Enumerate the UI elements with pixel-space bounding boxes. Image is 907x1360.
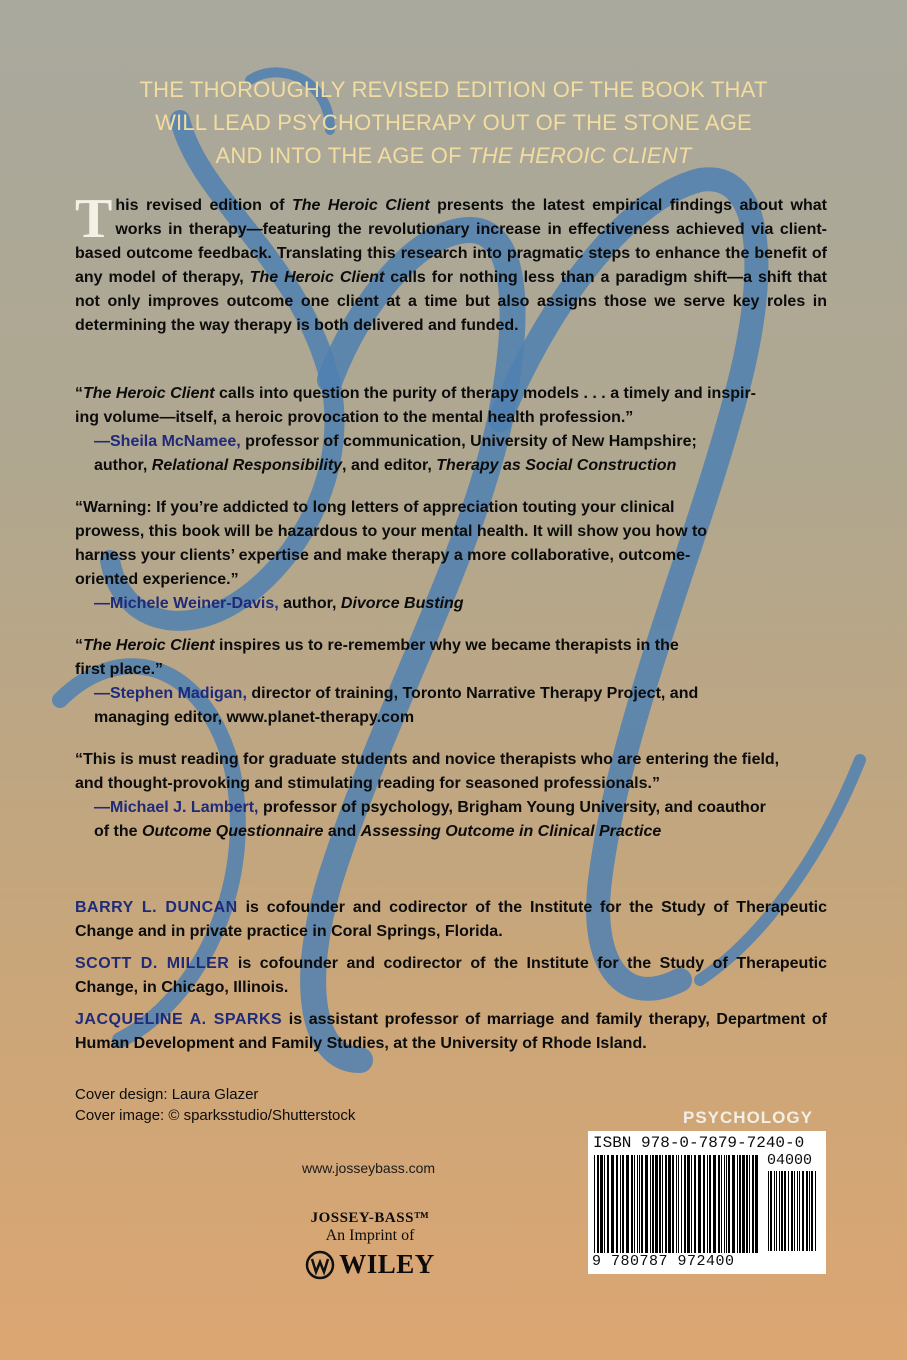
barcode-bar	[684, 1155, 686, 1253]
cover-credits	[75, 1084, 355, 1126]
barcode-bar	[698, 1155, 701, 1253]
headline-book-title: THE HEROIC CLIENT	[468, 143, 692, 168]
barcode-bar	[806, 1171, 808, 1251]
publisher-website: www.josseybass.com	[302, 1160, 436, 1176]
cover-image-credit: Cover image: © sparksstudio/Shutterstock	[75, 1107, 356, 1124]
barcode-bar	[713, 1155, 716, 1253]
barcode-bar	[678, 1155, 679, 1253]
ean-number: 9 780787 972400	[592, 1253, 735, 1270]
author-bio-duncan: BARRY L. DUNCAN is cofounder and codirector of the Institute for the Study of Therapeutic Change and in private practice in Coral Springs, Florida.	[75, 899, 827, 940]
barcode-bar	[737, 1155, 738, 1253]
barcode-bar	[746, 1155, 748, 1253]
barcode-bar	[718, 1155, 720, 1253]
addon-barcode-bars	[766, 1171, 820, 1251]
barcode-bar	[776, 1171, 777, 1251]
author-name: BARRY L. DUNCAN	[75, 899, 238, 916]
barcode-bar	[620, 1155, 621, 1253]
wiley-emblem-icon	[305, 1250, 335, 1280]
barcode-bar	[799, 1171, 800, 1251]
barcode-bar	[709, 1155, 711, 1253]
barcode-bar	[770, 1171, 772, 1251]
author-name: SCOTT D. MILLER	[75, 955, 230, 972]
barcode-bar	[724, 1155, 725, 1253]
barcode-bar	[645, 1155, 648, 1253]
barcode-bar	[739, 1155, 741, 1253]
barcode-bar	[779, 1171, 780, 1251]
wiley-wordmark: WILEY	[339, 1249, 435, 1279]
barcode-bar	[637, 1155, 638, 1253]
barcode-bar	[672, 1155, 674, 1253]
barcode-bar	[665, 1155, 667, 1253]
barcode-bar	[809, 1171, 810, 1251]
barcode-bar	[631, 1155, 633, 1253]
endorser-name: —Michael J. Lambert,	[94, 799, 259, 816]
barcode-bar	[604, 1155, 605, 1253]
barcode-bar	[742, 1155, 745, 1253]
barcode-bar	[681, 1155, 682, 1253]
barcode-bar	[659, 1155, 661, 1253]
barcode-bar	[639, 1155, 640, 1253]
endorser-name: —Michele Weiner-Davis,	[94, 595, 279, 612]
barcode-bar	[676, 1155, 677, 1253]
cover-design-credit: Cover design: Laura Glazer	[75, 1086, 259, 1103]
headline-line-2: WILL LEAD PSYCHOTHERAPY OUT OF THE STONE AGE	[155, 110, 752, 135]
publisher-name: JOSSEY-BASS™	[310, 1210, 430, 1226]
endorsement-madigan: “The Heroic Client inspires us to re-remember why we became therapists in the first place.” —Stephen Madigan, director of training, Toronto Narrative Therapy Project, and managing editor, www.planet-therapy.com	[75, 637, 699, 726]
barcode-bar	[641, 1155, 643, 1253]
barcode-bar	[791, 1171, 793, 1251]
endorsement-mcnamee: “The Heroic Client calls into question the purity of therapy models . . . a timely and inspir- ing volume—itself, a heroic provocation to the mental health profession.” —Sheila McNamee, professor of communication, University of New Hampshire; author, Relational Responsibility, and editor, Therapy as Social Construction	[75, 385, 756, 474]
barcode-bar	[616, 1155, 618, 1253]
barcode-bar	[802, 1171, 804, 1251]
cover-headline	[40, 73, 867, 172]
barcode-bar	[687, 1155, 690, 1253]
barcode-bar	[794, 1171, 795, 1251]
barcode-bar	[622, 1155, 624, 1253]
barcode-bar	[668, 1155, 671, 1253]
wiley-logo	[295, 1249, 445, 1280]
barcode-bar	[797, 1171, 798, 1251]
endorser-name: —Sheila McNamee,	[94, 433, 241, 450]
endorsement-lambert: “This is must reading for graduate students and novice therapists who are entering the field, and thought-provoking and stimulating reading for seasoned professionals.” —Michael J. Lambert, professor of psychology, Brigham Young University, and coauthor of the Outcome Questionnaire and Assessing Outcome in Clinical Practice	[75, 751, 780, 840]
barcode-bar	[600, 1155, 603, 1253]
endorser-name: —Stephen Madigan,	[94, 685, 247, 702]
drop-cap: T	[75, 188, 113, 250]
barcode-bar	[752, 1155, 754, 1253]
headline-line-3: AND INTO THE AGE OF THE HEROIC CLIENT	[215, 143, 692, 168]
imprint-label: An Imprint of	[325, 1227, 415, 1244]
ean-barcode-bars	[592, 1155, 762, 1253]
barcode-bar	[662, 1155, 663, 1253]
barcode-bar	[732, 1155, 735, 1253]
barcode-bar	[691, 1155, 692, 1253]
barcode-bar	[781, 1171, 783, 1251]
isbn-text: ISBN 978-0-7879-7240-0	[593, 1134, 805, 1152]
barcode-bar	[784, 1171, 786, 1251]
headline-line-1: THE THOROUGHLY REVISED EDITION OF THE BOOK THAT	[139, 77, 768, 102]
barcode-bar	[788, 1171, 789, 1251]
barcode-bar	[634, 1155, 635, 1253]
barcode-bar	[726, 1155, 727, 1253]
barcode-bar	[694, 1155, 696, 1253]
isbn-barcode	[588, 1131, 826, 1274]
endorsement-weiner-davis: “Warning: If you’re addicted to long letters of appreciation touting your clinical prowess, this book will be hazardous to your mental health. It will show you how to harness your clients’ expertise and make therapy a more collaborative, outcome- oriented experience.” —Michele Weiner-Davis, author, Divorce Busting	[75, 499, 708, 612]
barcode-bar	[811, 1171, 813, 1251]
barcode-bar	[815, 1171, 816, 1251]
price-code: 04000	[767, 1152, 813, 1169]
intro-paragraph: This revised edition of The Heroic Client presents the latest empirical findings about what works in therapy—featuring the revolutionary increase in effectiveness achieved via client-based outcome feedback. Translating this research into pragmatic steps to enhance the benefit of any model of therapy, The Heroic Client calls for nothing less than a paradigm shift—a shift that not only improves outcome one client at a time but also assigns those we serve key roles in determining the way therapy is both delivered and funded.	[75, 188, 828, 334]
author-name: JACQUELINE A. SPARKS	[75, 1011, 283, 1028]
barcode-bar	[703, 1155, 705, 1253]
barcode-bar	[707, 1155, 708, 1253]
publisher-block	[295, 1210, 445, 1280]
barcode-bar	[728, 1155, 730, 1253]
barcode-bar	[721, 1155, 722, 1253]
barcode-bar	[749, 1155, 750, 1253]
barcode-bar	[607, 1155, 609, 1253]
barcode-bar	[774, 1171, 775, 1251]
barcode-bar	[650, 1155, 651, 1253]
barcode-bar	[655, 1155, 658, 1253]
author-bio-miller: SCOTT D. MILLER is cofounder and codirector of the Institute for the Study of Therapeutic Change, in Chicago, Illinois.	[75, 955, 828, 996]
barcode-bar	[626, 1155, 629, 1253]
author-bio-sparks: JACQUELINE A. SPARKS is assistant professor of marriage and family therapy, Department of Human Development and Family Studies, at the University of Rhode Island.	[75, 1011, 828, 1052]
barcode-bar	[611, 1155, 614, 1253]
barcode-bar	[597, 1155, 599, 1253]
barcode-bar	[594, 1155, 595, 1253]
barcode-bar	[652, 1155, 654, 1253]
barcode-bar	[755, 1155, 758, 1253]
barcode-bar	[768, 1171, 769, 1251]
category-label: PSYCHOLOGY	[683, 1108, 813, 1127]
